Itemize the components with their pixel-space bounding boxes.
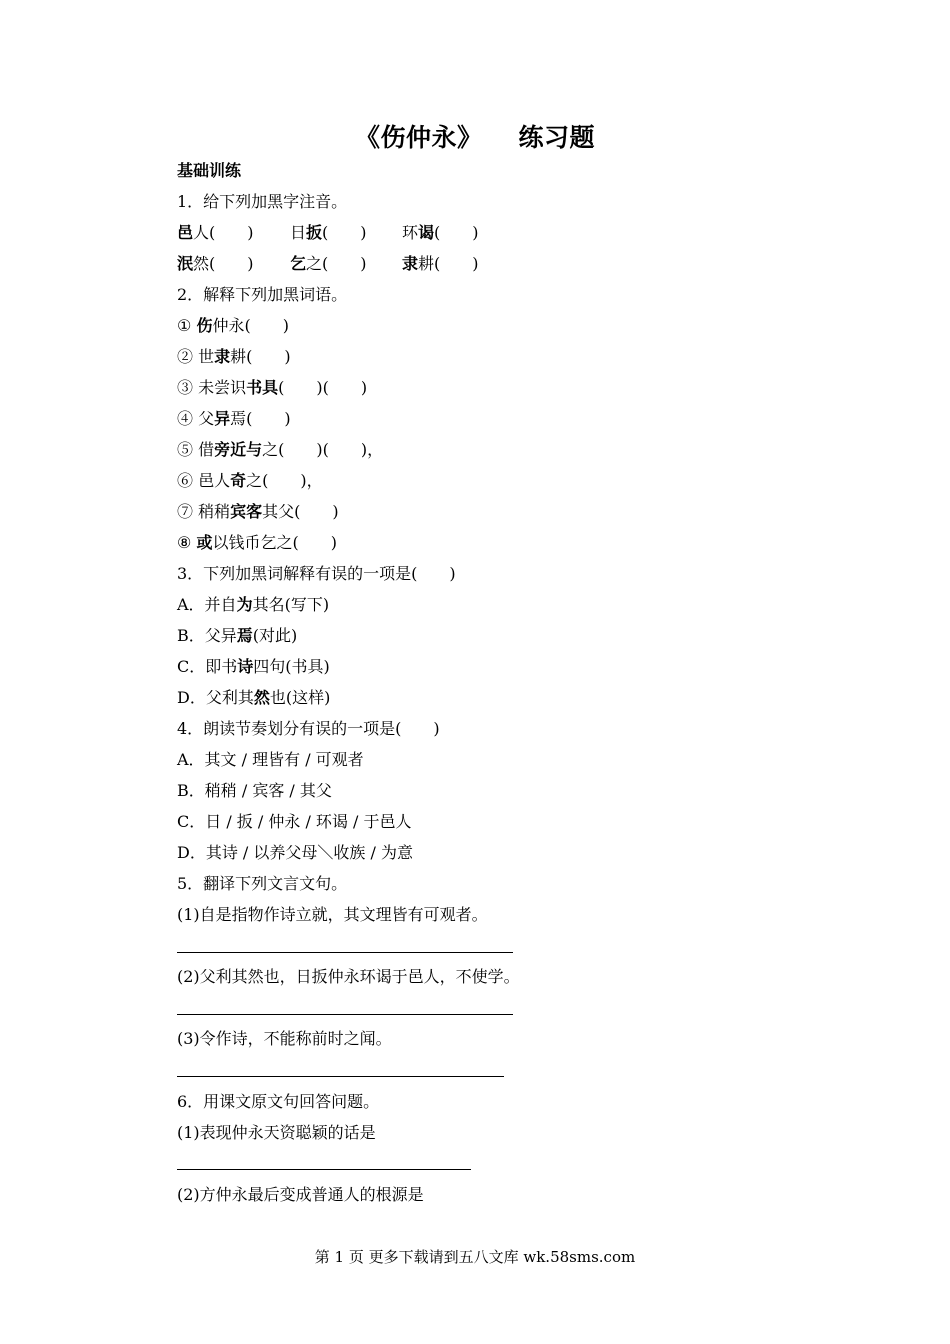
q2-item: ① 伤仲永( ) [177,316,289,335]
q3-option: C．即书诗四句(书具) [177,657,330,676]
answer-line[interactable] [177,952,513,953]
q3-option: D．父利其然也(这样) [177,688,331,707]
q4-option: A．其文 / 理皆有 / 可观者 [177,750,364,769]
q2-prompt: 2．解释下列加黑词语。 [177,285,348,304]
q4-option: C．日 / 扳 / 仲永 / 环谒 / 于邑人 [177,812,412,831]
q4-option: B．稍稍 / 宾客 / 其父 [177,781,332,800]
q6-prompt: 6．用课文原文句回答问题。 [177,1092,380,1111]
section-heading: 基础训练 [177,161,242,180]
answer-line[interactable] [177,1169,471,1170]
answer-line[interactable] [177,1014,513,1015]
q3-option: A．并自为其名(写下) [177,595,330,614]
q1-item: 泯然( ) [177,254,254,273]
q2-item: ⑦ 稍稍宾客其父( ) [177,502,339,521]
q1-item: 邑人( ) [177,223,254,242]
q4-prompt: 4．朗读节奏划分有误的一项是( ) [177,719,440,738]
title-main: 《伤仲永》 [354,123,483,152]
q3-prompt: 3．下列加黑词解释有误的一项是( ) [177,564,456,583]
q5-item: (2)父利其然也，日扳仲永环谒于邑人，不使学。 [177,967,520,986]
q1-item: 日扳( ) [290,223,367,242]
q2-item: ④ 父异焉( ) [177,409,291,428]
q6-item: (2)方仲永最后变成普通人的根源是 [177,1185,424,1204]
q1-item: 环谒( ) [402,223,479,242]
q2-item: ② 世隶耕( ) [177,347,291,366]
q1-prompt: 1．给下列加黑字注音。 [177,192,348,211]
answer-line[interactable] [177,1076,504,1077]
q5-item: (3)令作诗，不能称前时之闻。 [177,1029,392,1048]
q3-option: B．父异焉(对此) [177,626,298,645]
q2-item: ③ 未尝识书具( )( ) [177,378,368,397]
q6-item: (1)表现仲永天资聪颖的话是 [177,1123,376,1142]
title-sub: 练习题 [518,123,596,152]
q1-item: 乞之( ) [290,254,367,273]
q5-item: (1)自是指物作诗立就，其文理皆有可观者。 [177,905,488,924]
q4-option: D．其诗 / 以养父母＼收族 / 为意 [177,843,413,862]
q2-item: ⑥ 邑人奇之( )， [177,471,323,490]
page-title [0,118,950,154]
page-footer: 第 1 页 更多下载请到五八文库 wk.58sms.com [314,1248,636,1266]
q2-item: ⑧ 或以钱币乞之( ) [177,533,337,552]
q1-item: 隶耕( ) [402,254,479,273]
q5-prompt: 5．翻译下列文言文句。 [177,874,348,893]
q2-item: ⑤ 借旁近与之( )( )， [177,440,384,459]
